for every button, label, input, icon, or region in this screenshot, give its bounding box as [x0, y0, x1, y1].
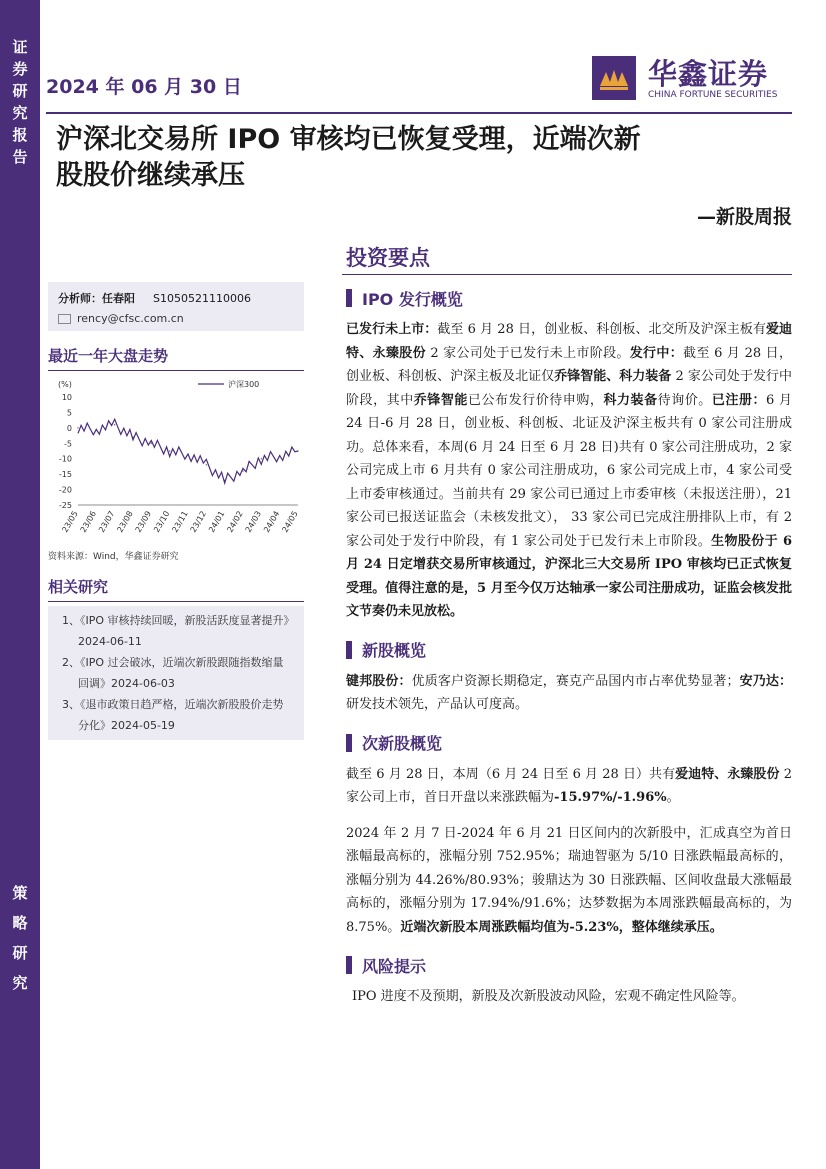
x-tick-label: 23/06 [78, 509, 99, 534]
y-unit-label: (%) [58, 380, 72, 389]
sidebar-top-label: 证 券 研 究 报 告 [12, 38, 28, 166]
x-tick-label: 24/03 [243, 509, 264, 534]
series-point [206, 464, 207, 465]
sub-new-paragraph-2: 2024 年 2 月 7 日-2024 年 6 月 21 日区间内的次新股中，汇成真空为首日涨幅最高标的，涨幅分别 752.95%；瑞迪智驱为 5/10 日涨跌幅最高标的，涨幅分别为 44.26%/80.93%；骏鼎达为 30 日涨跌幅、区间收盘最大涨幅最高标的，涨幅分别为 17.94%/91.6%；达梦数据为本周涨跌幅最高标的，为 8.75%。近端次新股本周涨跌幅均值为-5.23%，整体继续承压。 [346, 825, 792, 935]
related-research-heading: 相关研究 [48, 578, 109, 596]
series-point [114, 424, 115, 425]
market-chart-divider [48, 370, 304, 371]
section-risk-heading: 风险提示 [346, 953, 792, 977]
left-sidebar [0, 0, 40, 1169]
new-stock-paragraph: 键邦股份：优质客户资源长期稳定，赛克产品国内市占率优势显著；安乃达：研发技术领先，产品认可度高。 [346, 673, 792, 712]
series-point [242, 470, 243, 471]
y-tick-label: 10 [61, 393, 72, 402]
left-column [48, 282, 304, 740]
header-divider [46, 112, 792, 114]
sidebar-bottom-label: 策 略 研 究 [12, 884, 28, 992]
report-date: 2024 年 06 月 30 日 [46, 76, 242, 98]
series-point [187, 453, 188, 454]
logo-chinese-name: 华鑫证券 [648, 57, 769, 91]
x-tick-label: 23/11 [170, 509, 190, 534]
series-point [224, 480, 225, 481]
x-tick-label: 24/04 [262, 509, 282, 534]
related-item[interactable]: 3、《退市政策日趋严格，近端次新股股价走势分化》2024-05-19 [62, 698, 284, 732]
y-tick-label: -10 [58, 454, 72, 464]
x-tick-label: 24/02 [225, 509, 245, 534]
y-tick-label: -5 [64, 439, 72, 449]
series-point [96, 429, 97, 430]
section-marker-icon [346, 289, 352, 307]
y-tick-label: -20 [58, 485, 72, 495]
series-point [132, 437, 133, 438]
y-tick-label: -15 [58, 470, 72, 480]
section-new-heading: 新股概览 [346, 638, 792, 662]
x-tick-label: 23/10 [152, 509, 172, 534]
mail-icon [58, 314, 71, 324]
analyst-cert: S1050521110006 [153, 292, 251, 305]
x-tick-label: 24/01 [207, 509, 227, 534]
section-marker-icon [346, 641, 352, 659]
market-chart-svg [48, 375, 304, 547]
report-subtitle: —新股周报 [696, 206, 792, 228]
legend-label: 沪深300 [228, 380, 260, 389]
x-tick-label: 23/09 [133, 509, 154, 534]
series-point [297, 450, 298, 451]
x-tick-label: 23/12 [188, 509, 209, 534]
analyst-name: 分析师：任春阳 [58, 292, 135, 305]
x-tick-label: 23/08 [115, 509, 135, 534]
related-item[interactable]: 1、《IPO 审核持续回暖，新股活跃度显著提升》2024-06-11 [62, 614, 290, 648]
market-chart [48, 375, 304, 547]
analyst-box [48, 282, 304, 331]
key-points-heading: 投资要点 [346, 246, 430, 270]
series-point [77, 427, 78, 428]
x-tick-label: 24/05 [280, 509, 300, 534]
key-points-divider [342, 274, 792, 275]
series-line-hs300 [78, 419, 298, 483]
series-point [169, 450, 170, 451]
y-tick-label: -25 [58, 501, 72, 510]
x-tick-label: 23/05 [60, 509, 80, 534]
analyst-email[interactable]: rency@cfsc.com.cn [77, 312, 184, 325]
sub-new-paragraph-1: 截至 6 月 28 日，本周（6 月 24 日至 6 月 28 日）共有爱迪特、永臻股份 2 家公司上市，首日开盘以来涨跌幅为-15.97%/-1.96%。 [346, 766, 792, 805]
y-tick-label: 0 [66, 423, 72, 433]
series-point [261, 458, 262, 459]
related-research-divider [48, 601, 304, 602]
section-marker-icon [346, 734, 352, 752]
risk-paragraph: IPO 进度不及预期，新股及次新股波动风险，宏观不确定性风险等。 [352, 989, 745, 1004]
x-tick-label: 23/07 [97, 509, 117, 534]
market-chart-heading: 最近一年大盘走势 [48, 347, 169, 365]
logo-emblem-icon [592, 56, 636, 100]
y-tick-label: 5 [66, 408, 72, 418]
right-column [346, 286, 792, 1009]
report-title: 沪深北交易所 IPO 审核均已恢复受理，近端次新 股股价继续承压 [56, 124, 641, 191]
logo-english-name: CHINA FORTUNE SECURITIES [648, 90, 778, 100]
related-research-list [48, 606, 304, 740]
section-sub-new-heading: 次新股概览 [346, 731, 792, 755]
ipo-paragraph: 已发行未上市：截至 6 月 28 日，创业板、科创板、北交所及沪深主板有爱迪特、永臻股份 2 家公司处于已发行未上市阶段。发行中：截至 6 月 28 日，创业板、科创板、沪深主板及北证仅乔锋智能、科力装备 2 家公司处于发行中阶段，其中乔锋智能已公布发行价待申购，科力装备待询价。已注册：6 月 24 日-6 月 28 日，创业板、科创板、北证及沪深主板共有 0 家公司注册成功。总体来看，本周(6 月 24 日至 6 月 28 日)共有 0 家公司注册成功，2 家公司完成上市 6 月共有 0 家公司注册成功，6 家公司完成上市，4 家公司受上市委审核通过。当前共有 29 家公司已通过上市委审核（未报送注册），21 家公司已报送证监会（未核发批文）， 33 家公司已完成注册排队上市，有 2 家公司处于发行中阶段，有 1 家公司处于已发行未上市阶段。生物股份于 6 月 24 日定增获交易所审核通过，沪深北三大交易所 IPO 审核均已正式恢复受理。值得注意的是，5 月至今仅万达轴承一家公司注册成功，证监会核发批文节奏仍未见放松。 [346, 322, 792, 619]
series-point [151, 443, 152, 444]
series-point [279, 455, 280, 456]
company-logo [592, 50, 792, 110]
section-marker-icon [346, 956, 352, 974]
chart-source: 资料来源：Wind，华鑫证券研究 [48, 552, 179, 562]
section-ipo-heading: IPO 发行概览 [346, 286, 792, 310]
related-item[interactable]: 2、《IPO 过会破冰，近端次新股跟随指数缩量回调》2024-06-03 [62, 656, 284, 690]
